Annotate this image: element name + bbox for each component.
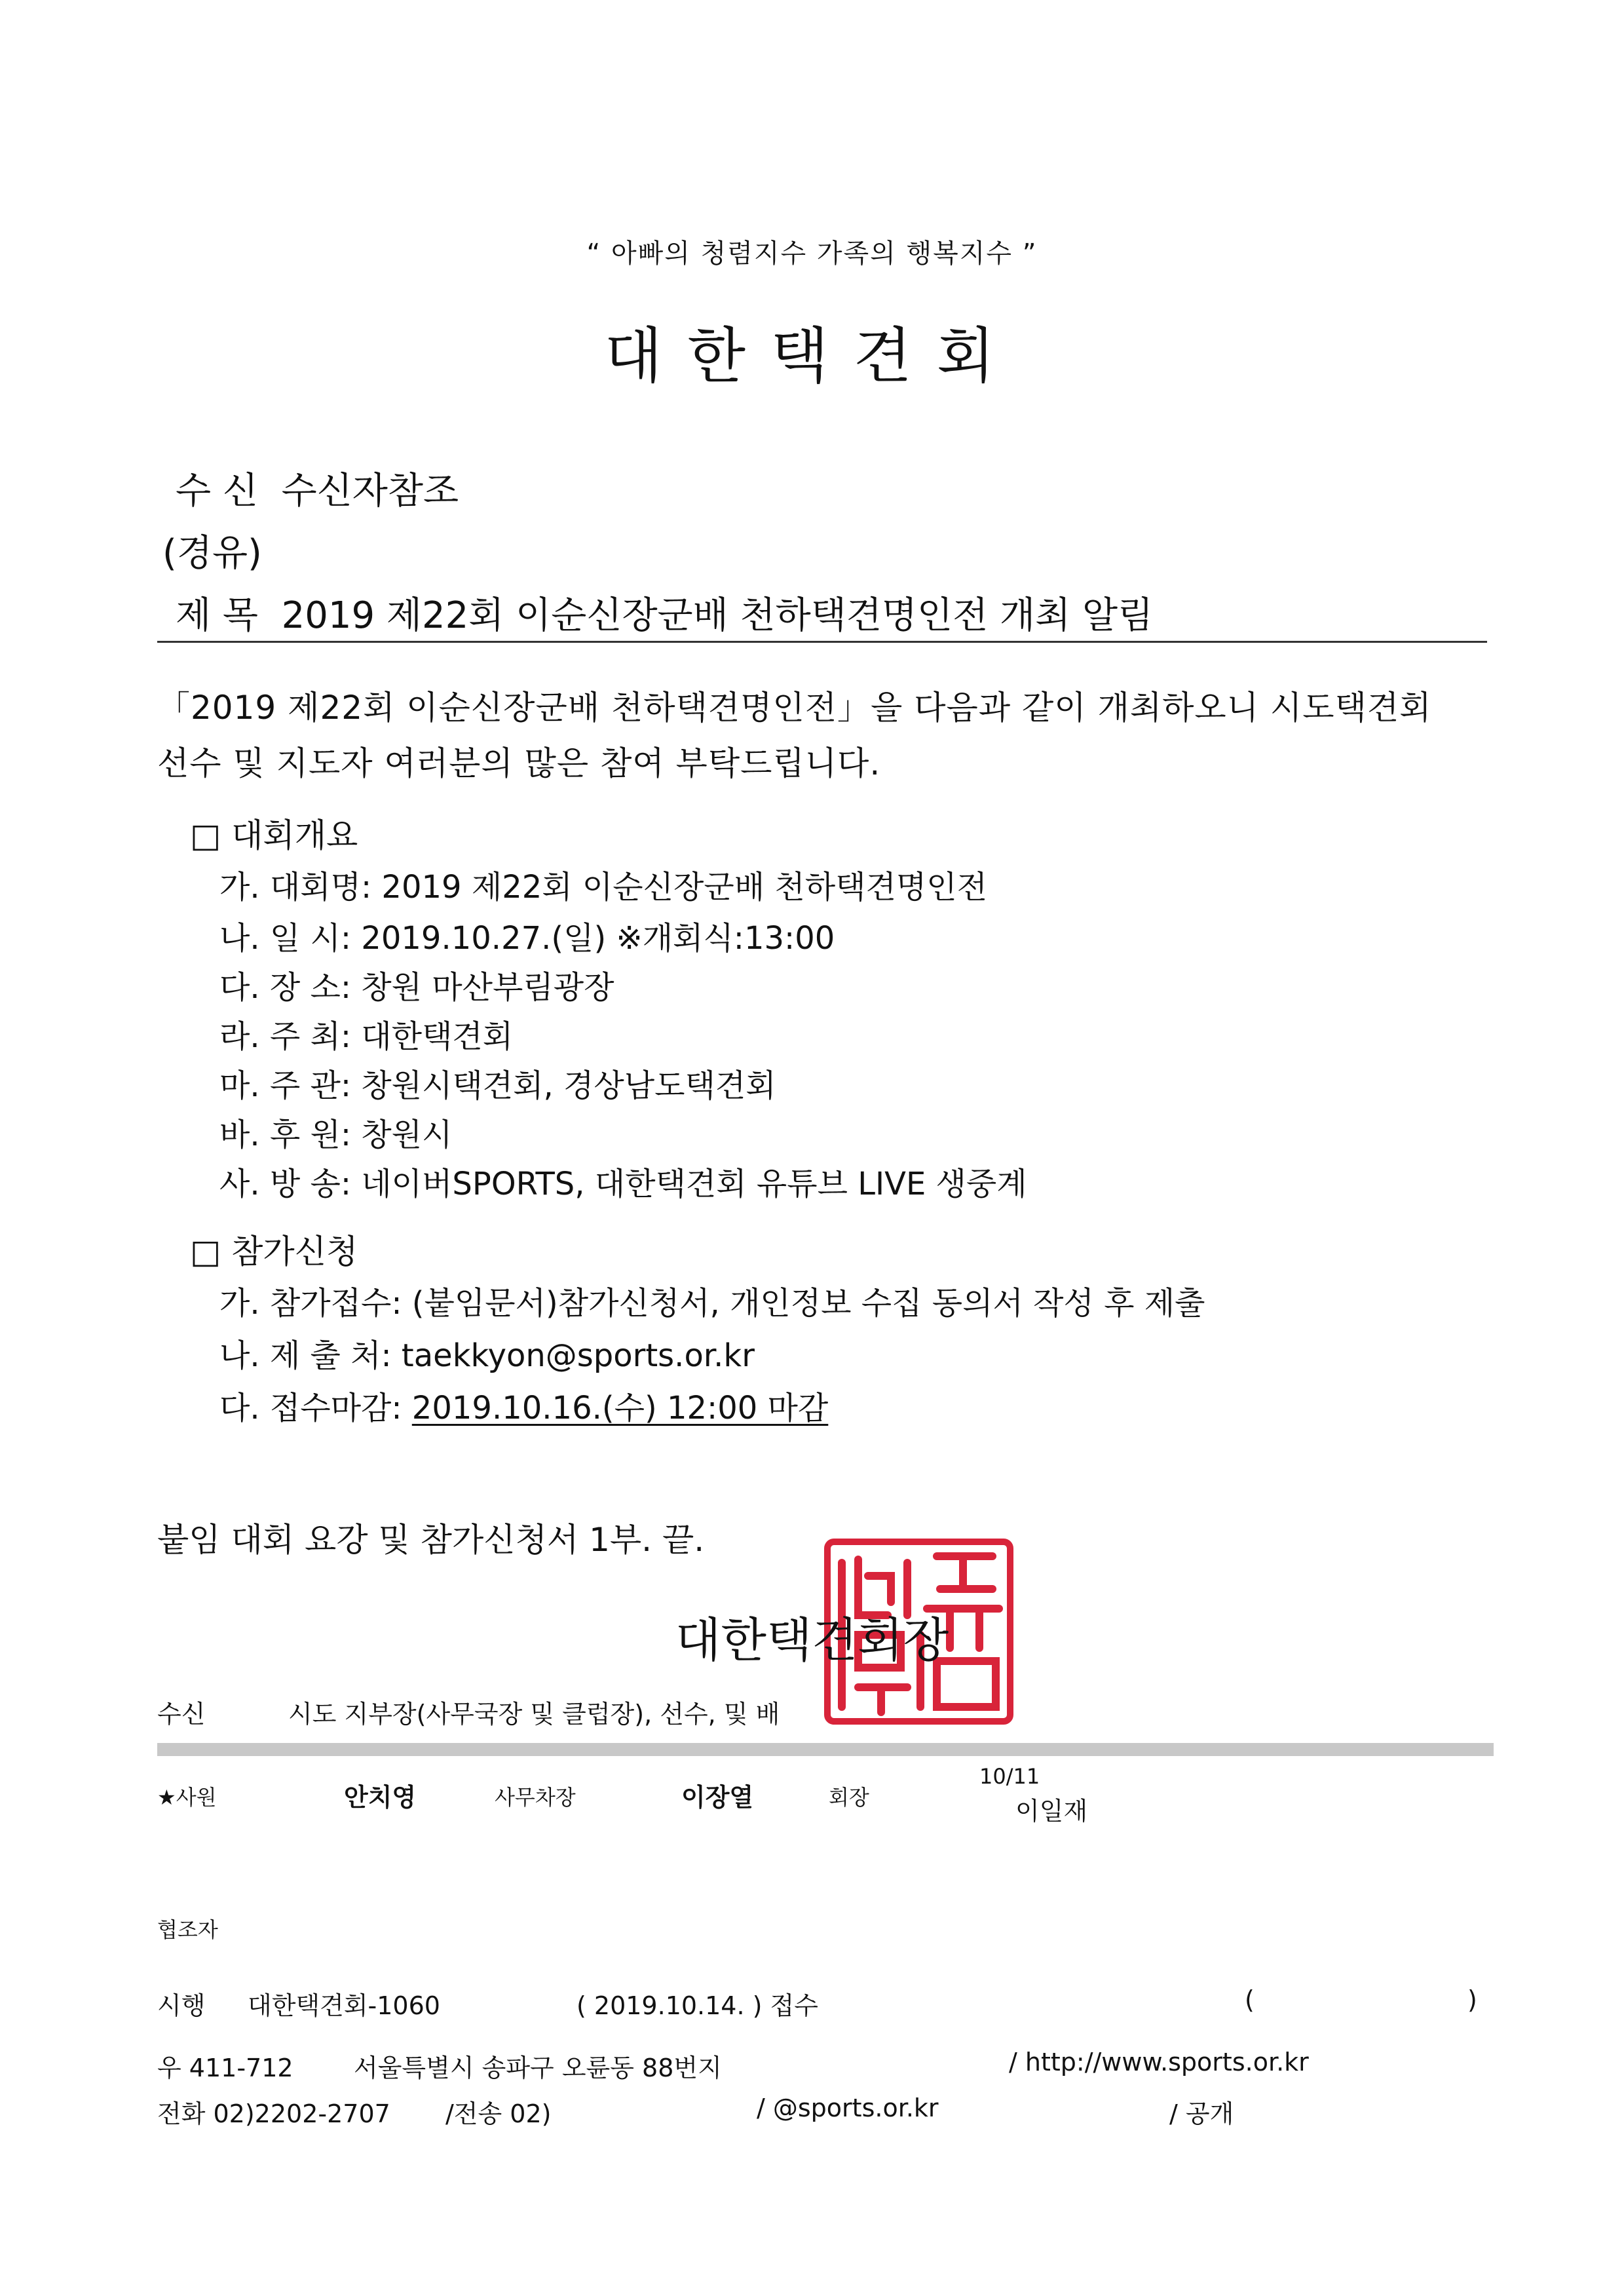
overview-item: 나. 일 시: 2019.10.27.(일) ※개회식:13:00 <box>219 920 835 957</box>
intro-line-1: 「2019 제22회 이순신장군배 천하택견명인전」을 다음과 같이 개최하오니 시도택견회 <box>157 689 1432 727</box>
intro-line-2: 선수 및 지도자 여러분의 많은 참여 부탁드립니다. <box>157 744 881 782</box>
subject-label: 제 목 <box>176 594 258 637</box>
deadline-label: 다. 접수마감: <box>219 1390 412 1426</box>
approval-role-staff: ★사원 <box>157 1785 217 1810</box>
subject-rule <box>157 641 1487 643</box>
deadline-value: 2019.10.16.(수) 12:00 마감 <box>411 1390 829 1426</box>
application-deadline-item <box>219 1383 828 1428</box>
approval-role-deputy: 사무차장 <box>495 1785 576 1810</box>
address: 서울특별시 송파구 오륜동 88번지 <box>354 2054 722 2082</box>
execution-number: 대한택견회-1060 <box>248 1991 440 2020</box>
org-title: 대한택견회 <box>604 321 1020 391</box>
phone: 전화 02)2202-2707 <box>157 2099 390 2128</box>
receipt-paren-close: ) <box>1467 1985 1477 2014</box>
overview-item: 다. 장 소: 창원 마산부림광장 <box>219 969 614 1006</box>
approval-role-president: 회장 <box>829 1785 869 1810</box>
overview-item: 바. 후 원: 창원시 <box>219 1117 453 1153</box>
application-email-item: 나. 제 출 처: taekkyon@sports.or.kr <box>219 1337 755 1374</box>
slogan: “ 아빠의 청렴지수 가족의 행복지수 ” <box>586 239 1038 269</box>
subject-row <box>176 586 1153 639</box>
fax: /전송 02) <box>445 2099 552 2128</box>
recipient-value: 수신자참조 <box>281 470 459 512</box>
overview-item: 마. 주 관: 창원시택견회, 경상남도택견회 <box>219 1067 776 1104</box>
cooperator-label: 협조자 <box>157 1917 218 1942</box>
distribution-label: 수신 <box>157 1700 206 1729</box>
postal-code: 우 411-712 <box>157 2054 293 2082</box>
section-overview-title: □ 대회개요 <box>190 816 358 854</box>
email: / @sports.or.kr <box>757 2094 939 2122</box>
via-line: (경유) <box>162 532 262 575</box>
overview-item: 사. 방 송: 네이버SPORTS, 대한택견회 유튜브 LIVE 생중계 <box>219 1166 1027 1202</box>
execution-date: ( 2019.10.14. ) 접수 <box>576 1991 818 2020</box>
sender-title: 대한택견회장 <box>675 1613 949 1668</box>
approval-name-staff: 안치영 <box>344 1783 417 1812</box>
receipt-paren-open: ( <box>1245 1985 1255 2014</box>
distribution-value: 시도 지부장(사무국장 및 클럽장), 선수, 및 배 <box>288 1700 780 1729</box>
approval-divider <box>157 1743 1494 1756</box>
recipient-row <box>176 462 459 514</box>
application-item: 가. 참가접수: (붙임문서)참가신청서, 개인정보 수집 동의서 작성 후 제출 <box>219 1285 1205 1322</box>
overview-item: 라. 주 최: 대한택견회 <box>219 1018 514 1055</box>
section-application-title: □ 참가신청 <box>190 1233 358 1271</box>
subject-value: 2019 제22회 이순신장군배 천하택견명인전 개최 알림 <box>281 594 1154 637</box>
homepage-link: / http://www.sports.or.kr <box>1009 2048 1309 2076</box>
recipient-label: 수 신 <box>176 470 258 512</box>
disclosure: / 공개 <box>1169 2099 1234 2128</box>
approval-date: 10/11 <box>979 1764 1040 1789</box>
overview-item: 가. 대회명: 2019 제22회 이순신장군배 천하택견명인전 <box>219 869 987 906</box>
attachment-line: 붙임 대회 요강 및 참가신청서 1부. 끝. <box>157 1521 705 1559</box>
approval-name-deputy: 이장열 <box>681 1783 754 1812</box>
approval-name-president: 이일재 <box>1015 1797 1088 1826</box>
execution-label: 시행 <box>157 1991 206 2020</box>
